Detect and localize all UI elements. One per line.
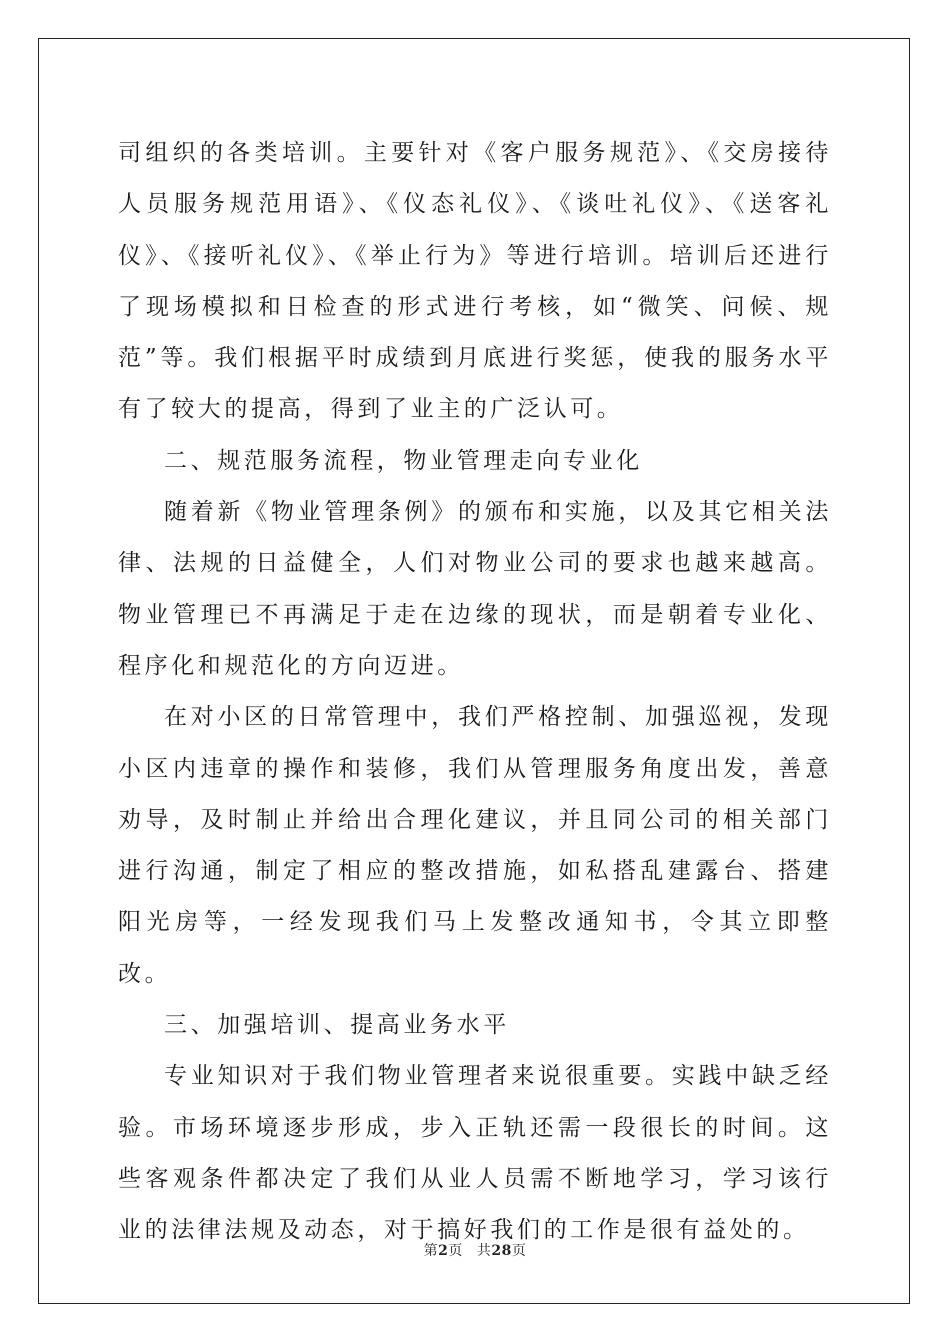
- paragraph-property-regulations: 随着新《物业管理条例》的颁布和实施，以及其它相关法律、法规的日益健全，人们对物业公司的要求也越来越高。物业管理已不再满足于走在边缘的现状，而是朝着专业化、程序化和规范化的方向迈进。: [118, 499, 832, 679]
- total-pages: 28: [491, 1243, 512, 1259]
- total-suffix: 页: [511, 1243, 527, 1259]
- section-heading-standardize-service: 二、规范服务流程，物业管理走向专业化: [164, 447, 643, 474]
- page-prefix: 第: [423, 1243, 439, 1259]
- paragraph-professional-knowledge: 专业知识对于我们物业管理者来说很重要。实践中缺乏经验。市场环境逐步形成，步入正轨还需一段很长的时间。这些客观条件都决定了我们从业人员需不断地学习，学习该行业的法律法规及动态，对于搞好我们的工作是很有益处的。: [118, 1063, 832, 1244]
- page-number: 2: [438, 1243, 449, 1259]
- paragraph-training-summary: 司组织的各类培训。主要针对《客户服务规范》、《交房接待人员服务规范用语》、《仪态礼仪》、《谈吐礼仪》、《送客礼仪》、《接听礼仪》、《举止行为》等进行培训。培训后还进行了现场模拟和日检查的形式进行考核，如“微笑、问候、规范”等。我们根据平时成绩到月底进行奖惩，使我的服务水平有了较大的提高，得到了业主的广泛认可。: [118, 140, 832, 423]
- document-body: [118, 128, 832, 1257]
- page-suffix: 页: [448, 1243, 463, 1259]
- total-prefix: 共: [476, 1243, 492, 1259]
- section-heading-strengthen-training: 三、加强培训、提高业务水平: [164, 1012, 510, 1039]
- page-footer: [0, 1240, 950, 1260]
- paragraph-daily-management: 在对小区的日常管理中，我们严格控制、加强巡视，发现小区内违章的操作和装修，我们从管理服务角度出发，善意劝导，及时制止并给出合理化建议，并且同公司的相关部门进行沟通，制定了相应的整改措施，如私搭乱建露台、搭建阳光房等，一经发现我们马上发整改通知书，令其立即整改。: [118, 704, 832, 987]
